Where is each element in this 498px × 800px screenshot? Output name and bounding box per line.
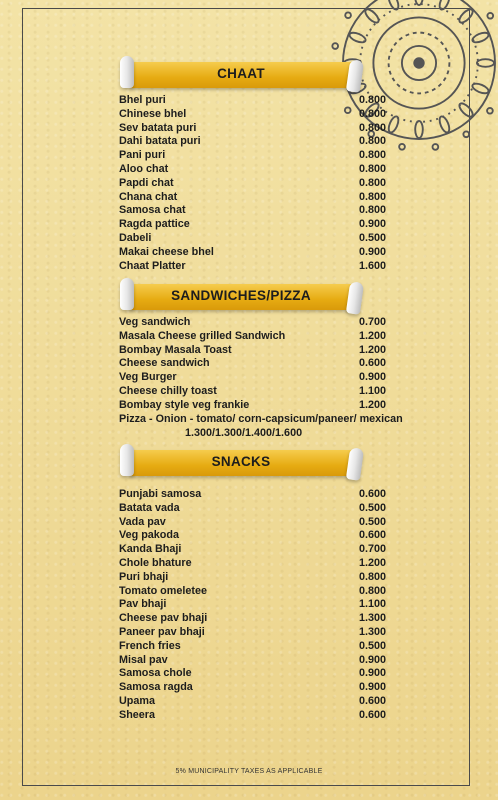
menu-item xyxy=(119,371,389,385)
section-title: CHAAT xyxy=(217,66,265,81)
item-price: 0.500 xyxy=(359,501,387,514)
item-name: Batata vada xyxy=(119,501,180,514)
menu-item xyxy=(119,94,389,108)
menu-item xyxy=(119,488,389,502)
chaat-banner xyxy=(120,56,362,90)
item-price: 0.800 xyxy=(359,570,387,583)
item-name: Misal pav xyxy=(119,653,168,666)
item-name: Bombay Masala Toast xyxy=(119,343,232,356)
menu-item xyxy=(119,191,389,205)
menu-item xyxy=(119,557,389,571)
item-price: 1.100 xyxy=(359,384,387,397)
item-name: Paneer pav bhaji xyxy=(119,625,205,638)
item-price: 0.800 xyxy=(359,135,387,148)
menu-item xyxy=(119,516,389,530)
item-name: Papdi chat xyxy=(119,176,174,189)
item-price: 1.100 xyxy=(359,598,387,611)
menu-item xyxy=(119,163,389,177)
item-price: 0.500 xyxy=(359,639,387,652)
item-price: 0.800 xyxy=(359,107,387,120)
item-name: Dabeli xyxy=(119,231,152,244)
menu-item xyxy=(119,149,389,163)
menu-item xyxy=(119,529,389,543)
item-name: Samosa chole xyxy=(119,667,192,680)
tax-note: 5% MUNICIPALITY TAXES AS APPLICABLE xyxy=(175,768,323,775)
item-name: Ragda pattice xyxy=(119,218,190,231)
item-price: 0.600 xyxy=(359,488,387,500)
item-price: 0.900 xyxy=(359,245,387,258)
item-name: Cheese sandwich xyxy=(119,357,210,370)
menu-item xyxy=(119,626,389,640)
item-price: 1.200 xyxy=(359,329,387,342)
item-price: 1.200 xyxy=(359,398,387,411)
item-name: Veg sandwich xyxy=(119,316,191,328)
item-name: Pav bhaji xyxy=(119,598,167,611)
item-name: Chana chat xyxy=(119,190,178,203)
item-price: 1.300 xyxy=(359,612,387,625)
item-price: 0.800 xyxy=(359,176,387,189)
chaat-list xyxy=(119,94,389,273)
item-price: 0.800 xyxy=(359,584,387,597)
menu-item xyxy=(119,571,389,585)
item-name: Chole bhature xyxy=(119,556,192,569)
pizza-options: Pizza - Onion - tomato/ corn-capsicum/paneer/ mexican xyxy=(119,413,403,425)
item-name: French fries xyxy=(119,639,181,652)
item-name: Punjabi samosa xyxy=(119,488,202,500)
menu-item xyxy=(119,385,389,399)
menu-item xyxy=(119,357,389,371)
item-price: 0.600 xyxy=(359,708,387,721)
item-price: 0.600 xyxy=(359,357,387,370)
pizza-prices: 1.300/1.300/1.400/1.600 xyxy=(185,426,303,439)
menu-item xyxy=(119,218,389,232)
item-price: 0.800 xyxy=(359,121,387,134)
item-name: Samosa ragda xyxy=(119,681,193,694)
item-price: 1.200 xyxy=(359,556,387,569)
item-name: Bhel puri xyxy=(119,94,166,106)
item-name: Chaat Platter xyxy=(119,259,186,272)
item-name: Cheese chilly toast xyxy=(119,384,217,397)
item-price: 0.800 xyxy=(359,190,387,203)
pizza-item xyxy=(119,413,403,441)
sandwiches-banner xyxy=(120,278,362,312)
menu-item xyxy=(119,108,389,122)
menu-item xyxy=(119,399,389,413)
snacks-list xyxy=(119,488,389,723)
item-name: Dahi batata puri xyxy=(119,135,201,148)
item-name: Tomato omeletee xyxy=(119,584,207,597)
item-price: 0.900 xyxy=(359,667,387,680)
menu-item xyxy=(119,122,389,136)
menu-item xyxy=(119,330,389,344)
menu-item xyxy=(119,260,389,274)
item-name: Veg pakoda xyxy=(119,529,180,542)
menu-item xyxy=(119,316,389,330)
item-price: 0.500 xyxy=(359,515,387,528)
item-name: Veg Burger xyxy=(119,371,177,384)
menu-item xyxy=(119,246,389,260)
item-price: 0.600 xyxy=(359,694,387,707)
item-name: Chinese bhel xyxy=(119,107,187,120)
menu-item xyxy=(119,543,389,557)
item-price: 0.900 xyxy=(359,653,387,666)
item-name: Pani puri xyxy=(119,149,166,162)
menu-item xyxy=(119,598,389,612)
section-title: SNACKS xyxy=(211,454,271,469)
menu-item xyxy=(119,177,389,191)
item-name: Upama xyxy=(119,694,156,707)
item-name: Samosa chat xyxy=(119,204,186,217)
menu-item xyxy=(119,204,389,218)
item-price: 0.700 xyxy=(359,316,387,328)
item-name: Puri bhaji xyxy=(119,570,169,583)
item-name: Aloo chat xyxy=(119,162,169,175)
item-name: Makai cheese bhel xyxy=(119,245,214,258)
item-price: 1.600 xyxy=(359,259,387,272)
menu-item xyxy=(119,709,389,723)
item-name: Vada pav xyxy=(119,515,166,528)
menu-item xyxy=(119,502,389,516)
item-name: Masala Cheese grilled Sandwich xyxy=(119,329,286,342)
menu-item xyxy=(119,612,389,626)
item-price: 0.800 xyxy=(359,94,387,106)
snacks-banner xyxy=(120,444,362,478)
menu-item xyxy=(119,344,389,358)
menu-item xyxy=(119,695,389,709)
item-price: 0.800 xyxy=(359,204,387,217)
item-name: Sev batata puri xyxy=(119,121,197,134)
item-price: 0.600 xyxy=(359,529,387,542)
menu-item xyxy=(119,640,389,654)
item-price: 0.500 xyxy=(359,231,387,244)
item-name: Cheese pav bhaji xyxy=(119,612,208,625)
menu-item xyxy=(119,585,389,599)
item-price: 0.900 xyxy=(359,371,387,384)
item-price: 1.300 xyxy=(359,625,387,638)
menu-item xyxy=(119,654,389,668)
menu-item xyxy=(119,135,389,149)
item-price: 0.800 xyxy=(359,162,387,175)
item-price: 0.700 xyxy=(359,543,387,556)
menu-item xyxy=(119,681,389,695)
menu-item xyxy=(119,232,389,246)
section-title: SANDWICHES/PIZZA xyxy=(171,288,311,303)
sandwiches-list xyxy=(119,316,389,413)
item-price: 1.200 xyxy=(359,343,387,356)
item-name: Kanda Bhaji xyxy=(119,543,182,556)
item-price: 0.900 xyxy=(359,218,387,231)
item-name: Bombay style veg frankie xyxy=(119,398,250,411)
item-price: 0.900 xyxy=(359,681,387,694)
menu-item xyxy=(119,667,389,681)
item-name: Sheera xyxy=(119,708,156,721)
item-price: 0.800 xyxy=(359,149,387,162)
